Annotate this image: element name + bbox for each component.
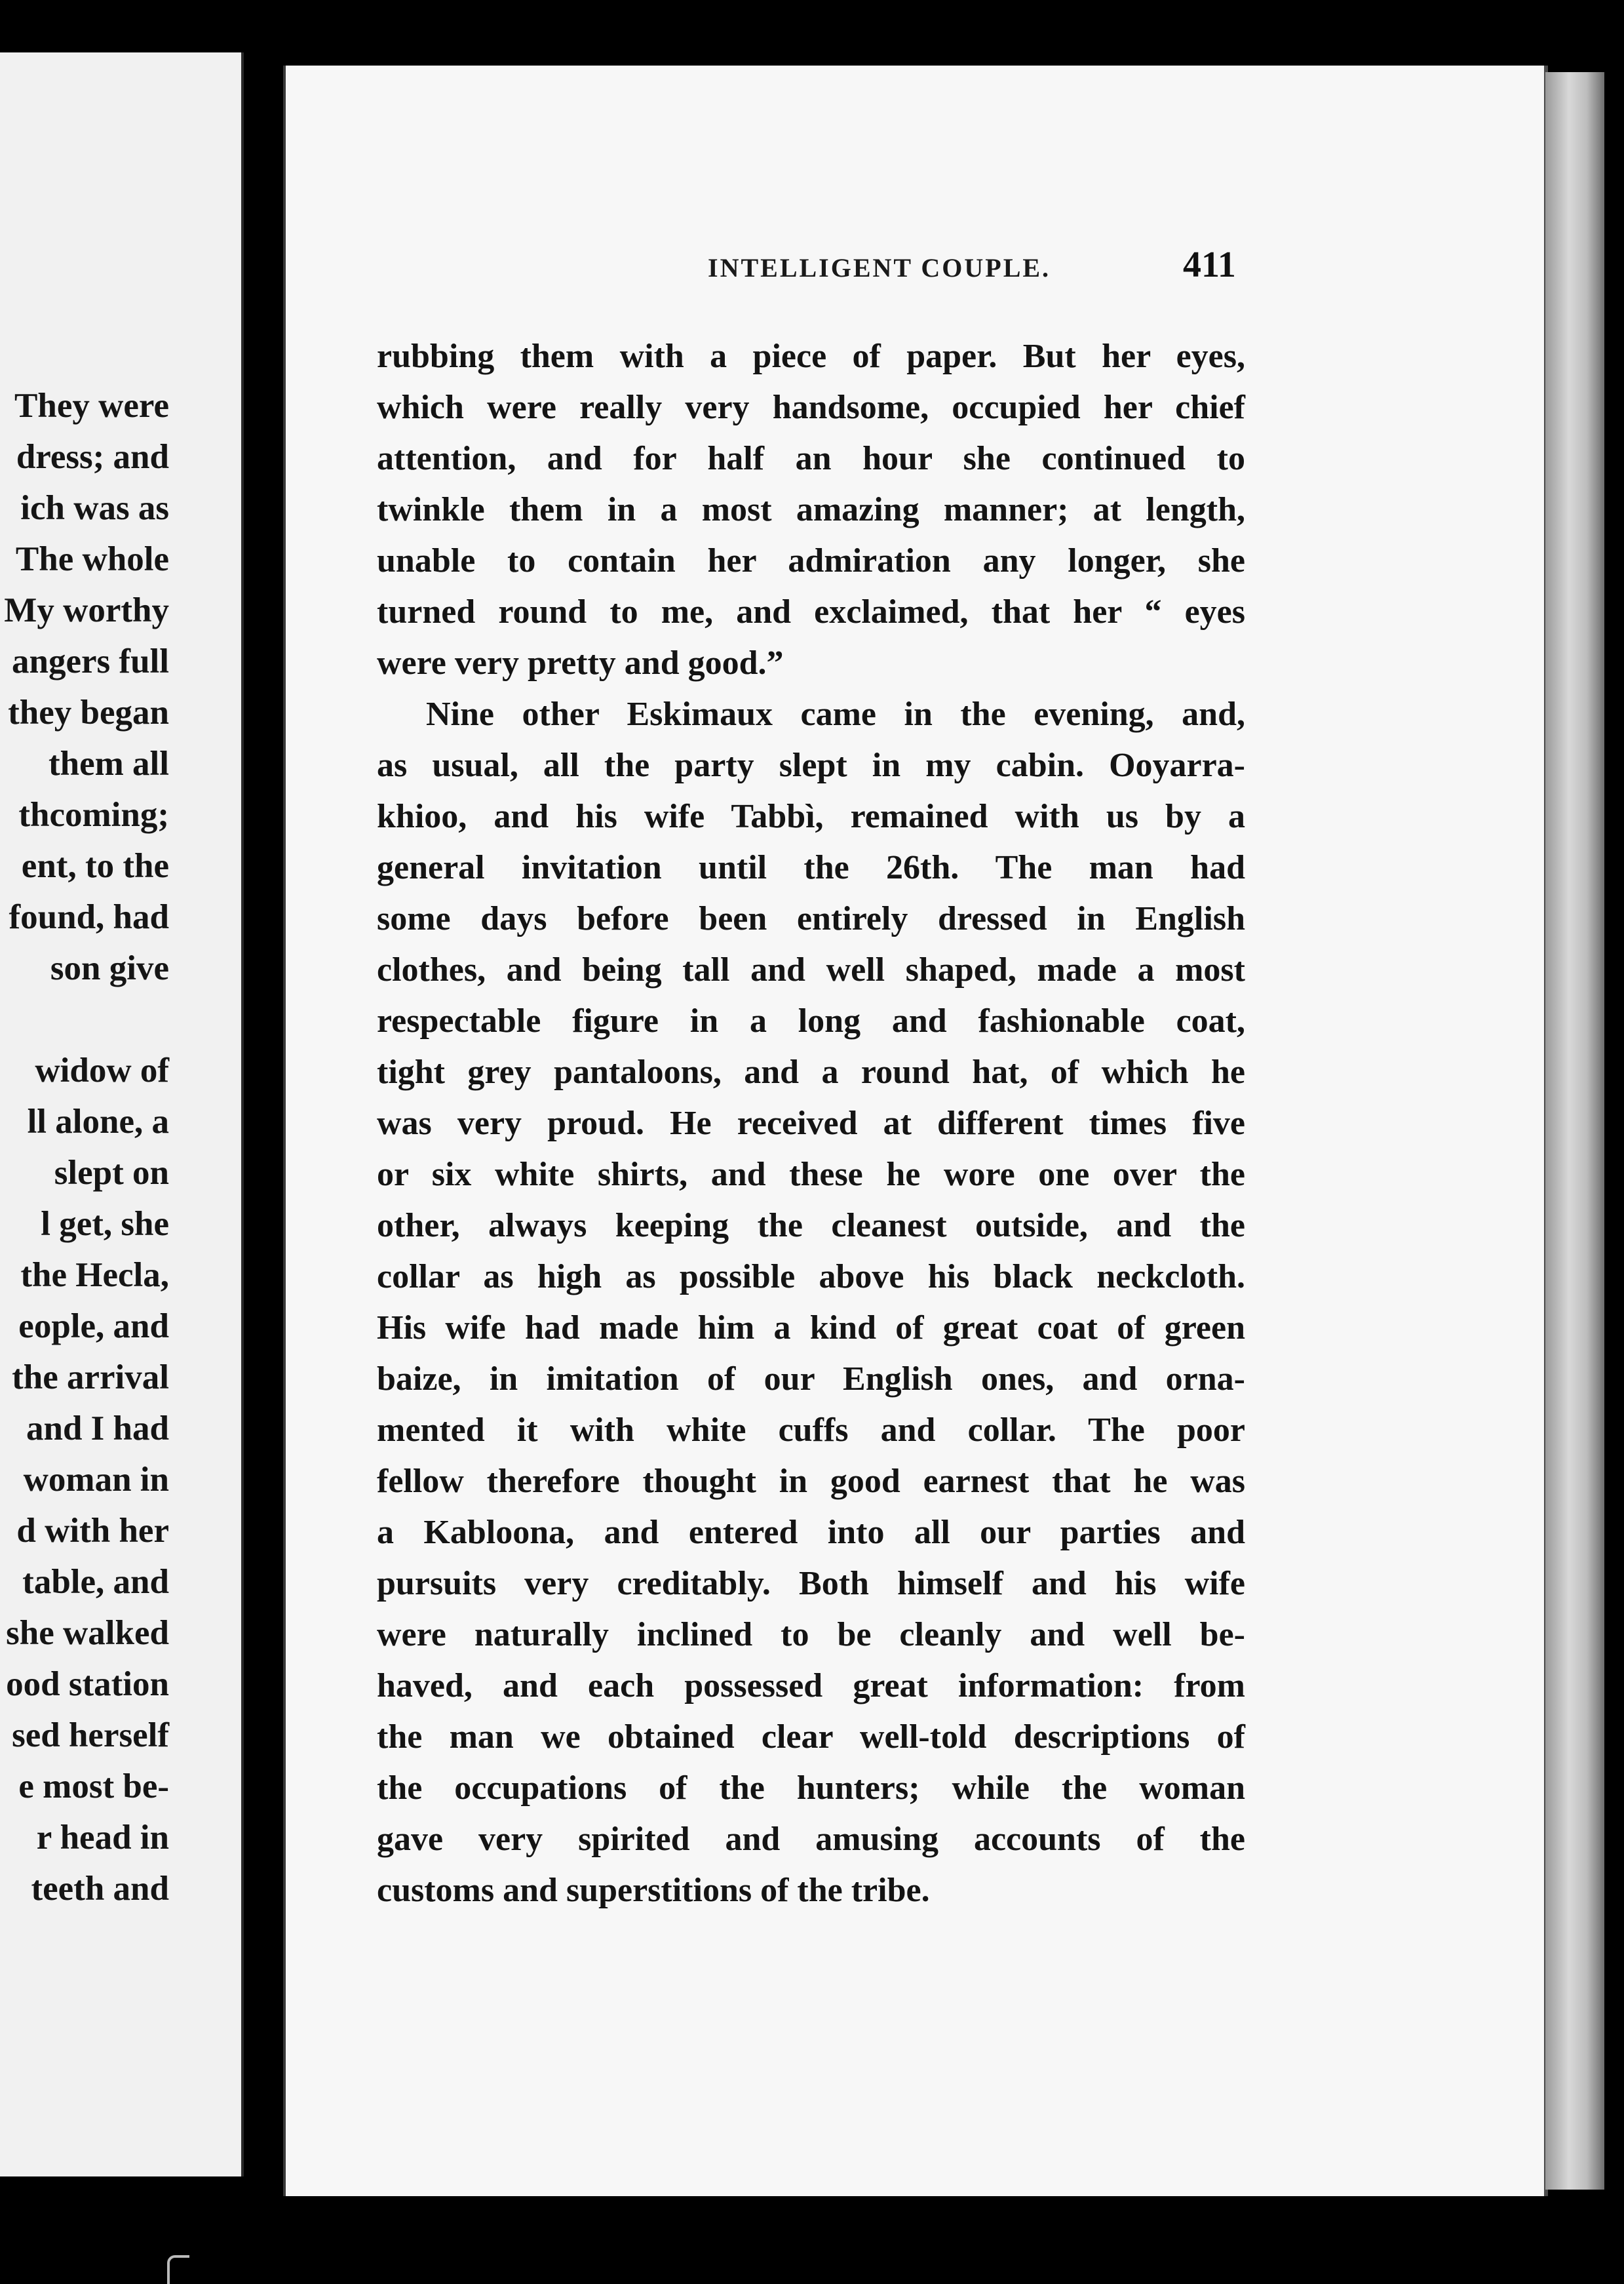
text-line: gave very spirited and amusing accounts of the — [377, 1821, 1245, 1858]
previous-page-line: widow of — [35, 1052, 169, 1090]
previous-page-line: ood station — [6, 1665, 169, 1703]
text-line: turned round to me, and exclaimed, that her “ eyes — [377, 593, 1245, 631]
scan-artifact — [167, 2255, 189, 2284]
previous-page-line: The whole — [15, 540, 169, 578]
previous-page-line: thcoming; — [18, 796, 169, 834]
text-line: was very proud. He received at different times five — [377, 1105, 1245, 1142]
text-line: baize, in imitation of our English ones, and orna- — [377, 1360, 1245, 1398]
text-line: general invitation until the 26th. The man had — [377, 849, 1245, 886]
previous-page-line: they began — [8, 694, 169, 732]
previous-page-line: found, had — [9, 898, 169, 936]
previous-page-line: eople, and — [18, 1307, 169, 1345]
running-head: INTELLIGENT COUPLE. — [708, 253, 1051, 283]
previous-page-line: d with her — [16, 1512, 169, 1550]
previous-page-line: l get, she — [41, 1205, 169, 1243]
previous-page-line: My worthy — [4, 591, 169, 629]
previous-page-line: ll alone, a — [27, 1103, 169, 1141]
previous-page-line: angers full — [12, 642, 169, 680]
text-line: as usual, all the party slept in my cabin. Ooyarra- — [377, 747, 1245, 784]
body-text — [377, 331, 1245, 1916]
previous-page-line: teeth and — [31, 1870, 169, 1908]
text-line: His wife had made him a kind of great coat of green — [377, 1309, 1245, 1347]
text-line: the occupations of the hunters; while the woman — [377, 1769, 1245, 1807]
previous-page-line: They were — [14, 387, 169, 425]
text-line: clothes, and being tall and well shaped, made a most — [377, 951, 1245, 989]
text-line: a Kabloona, and entered into all our parties and — [377, 1514, 1245, 1551]
previous-page-line: dress; and — [16, 438, 169, 476]
text-line: haved, and each possessed great information: from — [377, 1667, 1245, 1704]
text-line: customs and superstitions of the tribe. — [377, 1872, 930, 1909]
page-edge — [1545, 72, 1604, 2190]
text-line: khioo, and his wife Tabbì, remained with us by a — [377, 798, 1245, 835]
text-line: collar as high as possible above his black neckcloth. — [377, 1258, 1245, 1295]
previous-page-line: them all — [48, 745, 169, 783]
previous-page-line: sed herself — [12, 1716, 169, 1754]
previous-page — [0, 52, 244, 2176]
previous-page-line: slept on — [54, 1154, 169, 1192]
text-line: twinkle them in a most amazing manner; at length, — [377, 491, 1245, 528]
previous-page-line: ent, to the — [21, 847, 169, 885]
page-number: 411 — [1183, 245, 1236, 285]
text-line: some days before been entirely dressed in English — [377, 900, 1245, 937]
previous-page-line: e most be- — [18, 1767, 169, 1805]
text-line: other, always keeping the cleanest outside, and the — [377, 1207, 1245, 1244]
text-line: the man we obtained clear well-told descriptions of — [377, 1718, 1245, 1756]
text-line: or six white shirts, and these he wore one over the — [377, 1156, 1245, 1193]
text-line: pursuits very creditably. Both himself and his wife — [377, 1565, 1245, 1602]
text-line: which were really very handsome, occupied her chief — [377, 389, 1245, 426]
text-line: rubbing them with a piece of paper. But her eyes, — [377, 338, 1245, 375]
previous-page-line: the Hecla, — [20, 1256, 169, 1294]
previous-page-line: woman in — [23, 1461, 169, 1499]
previous-page-line: and I had — [26, 1409, 169, 1447]
text-line: mented it with white cuffs and collar. The poor — [377, 1411, 1245, 1449]
text-line: attention, and for half an hour she continued to — [377, 440, 1245, 477]
text-line: were very pretty and good.” — [377, 644, 784, 682]
text-line: fellow therefore thought in good earnest that he was — [377, 1463, 1245, 1500]
previous-page-text — [0, 380, 169, 1914]
text-line: were naturally inclined to be cleanly and well be- — [377, 1616, 1245, 1653]
previous-page-line: r head in — [36, 1819, 169, 1857]
text-line: unable to contain her admiration any longer, she — [377, 542, 1245, 580]
previous-page-line: the arrival — [12, 1358, 169, 1396]
previous-page-line: ich was as — [20, 489, 169, 527]
previous-page-line — [0, 994, 169, 1045]
previous-page-line: she walked — [6, 1614, 169, 1652]
previous-page-line: table, and — [22, 1563, 169, 1601]
text-line: tight grey pantaloons, and a round hat, of which he — [377, 1053, 1245, 1091]
text-line: Nine other Eskimaux came in the evening, and, — [426, 696, 1245, 733]
previous-page-line: son give — [50, 949, 169, 987]
text-line: respectable figure in a long and fashionable coat, — [377, 1002, 1245, 1040]
